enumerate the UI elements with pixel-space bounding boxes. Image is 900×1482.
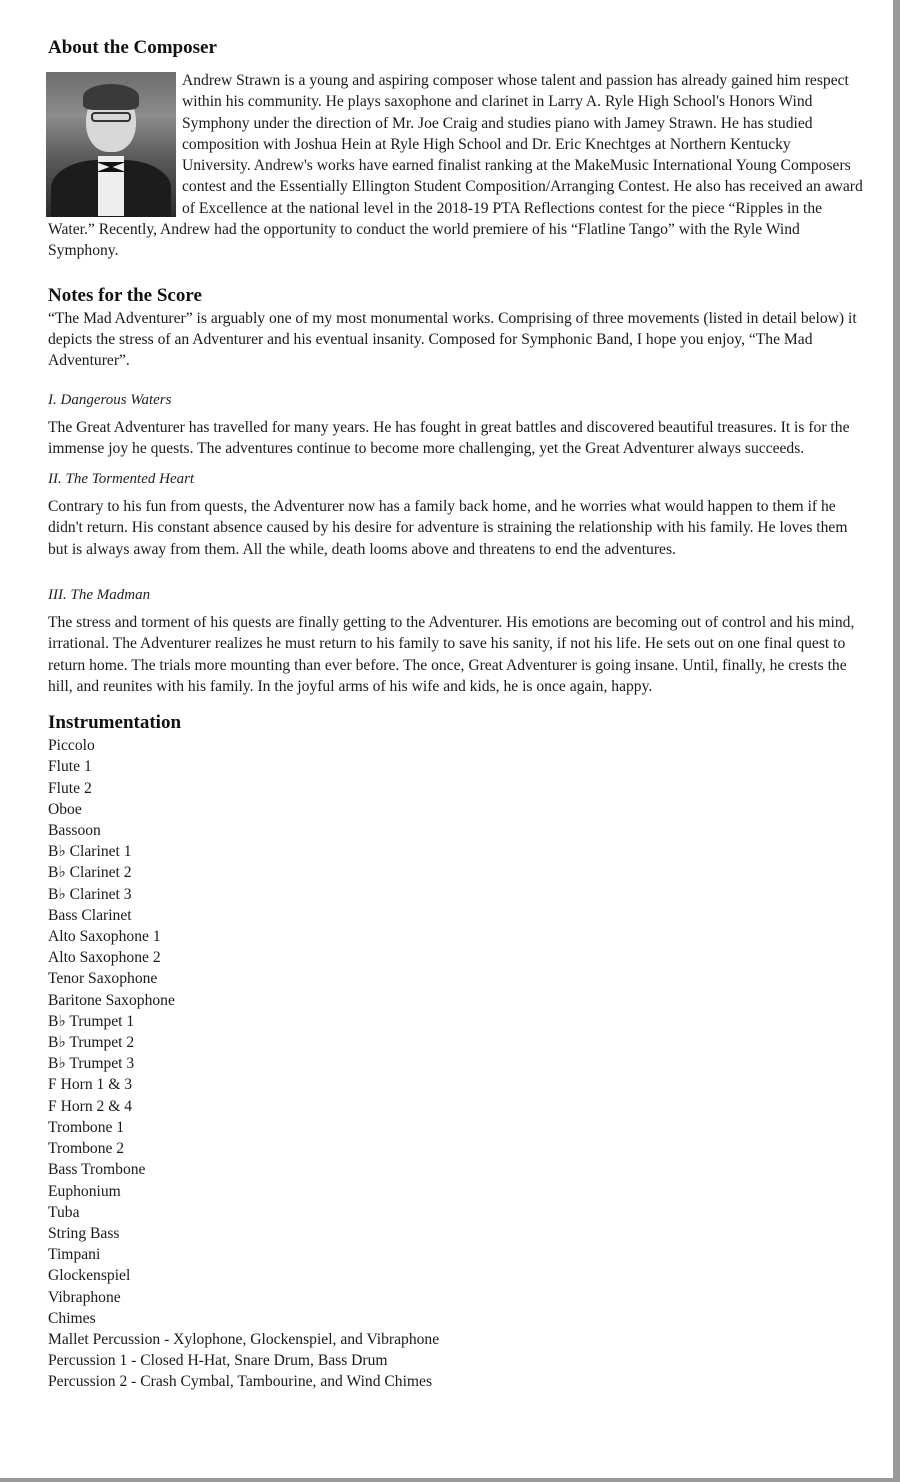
instrument-item: Trombone 2	[48, 1140, 125, 1158]
notes-heading: Notes for the Score	[48, 284, 202, 306]
movement-3-text: The stress and torment of his quests are finally getting to the Adventurer. His emotions are becoming out of control and his mind, irrational. The Adventurer realizes he must return to his family to save his sanity, if not his life. He sets out on one final quest to return home. The trials more mounting than ever before. The once, Great Adventurer is going insane. Until, finally, he crests the hill, and reunites with his family. In the joyful arms of his wife and kids, he is once again, happy.	[48, 614, 855, 695]
instrument-item: Timpani	[48, 1246, 101, 1264]
about-heading: About the Composer	[48, 37, 217, 58]
page-content	[48, 36, 863, 1393]
notes-intro: “The Mad Adventurer” is arguably one of my most monumental works. Comprising of three movements (listed in detail below) it depicts the stress of an Adventurer and his eventual insanity. Composed for Symphonic Band, I hope you enjoy, “The Mad Adventurer”.	[48, 309, 857, 370]
instrument-item: B♭ Trumpet 2	[48, 1034, 135, 1052]
page-edge-right	[893, 0, 900, 1482]
instrument-list	[48, 735, 863, 1392]
instrument-item: Vibraphone	[48, 1288, 121, 1306]
movement-3-title: III. The Madman	[48, 587, 151, 604]
movement-2-text: Contrary to his fun from quests, the Adventurer now has a family back home, and he worries what would happen to them if he didn't return. His constant absence caused by his desire for adventure is straining the relationship with his family. He loves them but is always away from them. All the while, death looms above and threatens to end the adventures.	[48, 498, 848, 558]
instrument-item: Percussion 1 - Closed H-Hat, Snare Drum, Bass Drum	[48, 1352, 388, 1370]
instrument-item: Mallet Percussion - Xylophone, Glockenspiel, and Vibraphone	[48, 1330, 440, 1348]
movement-1-text: The Great Adventurer has travelled for many years. He has fought in great battles and discovered beautiful treasures. It is for the immense joy he quests. The adventures continue to become more challenging, yet the Great Adventurer always succeeds.	[48, 418, 850, 457]
instrument-item: F Horn 2 & 4	[48, 1097, 133, 1115]
instrumentation-section	[48, 711, 863, 1392]
movement-1-title: I. Dangerous Waters	[48, 391, 172, 408]
instrument-item: B♭ Trumpet 3	[48, 1055, 135, 1073]
instrument-item: Glockenspiel	[48, 1267, 131, 1285]
instrument-item: Alto Saxophone 2	[48, 949, 161, 967]
notes-section	[48, 284, 863, 698]
instrument-item: Alto Saxophone 1	[48, 928, 161, 946]
instrument-item: Tuba	[48, 1203, 80, 1221]
instrument-item: Percussion 2 - Crash Cymbal, Tambourine, and Wind Chimes	[48, 1373, 433, 1391]
instrument-item: B♭ Clarinet 2	[48, 864, 132, 882]
instrument-item: Chimes	[48, 1309, 96, 1327]
instrumentation-heading: Instrumentation	[48, 712, 182, 734]
instrument-item: Flute 1	[48, 758, 92, 776]
instrument-item: Flute 2	[48, 779, 92, 797]
instrument-item: Trombone 1	[48, 1118, 125, 1136]
composer-bio	[48, 70, 863, 262]
instrument-item: Piccolo	[48, 737, 95, 755]
instrument-item: String Bass	[48, 1224, 120, 1242]
instrument-item: Bass Clarinet	[48, 906, 132, 924]
page-edge-bottom	[0, 1478, 900, 1482]
instrument-item: Bass Trombone	[48, 1161, 146, 1179]
instrument-item: F Horn 1 & 3	[48, 1076, 133, 1094]
instrument-item: Bassoon	[48, 822, 101, 840]
instrument-item: B♭ Clarinet 3	[48, 885, 132, 903]
instrument-item: B♭ Trumpet 1	[48, 1012, 135, 1030]
instrument-item: Oboe	[48, 800, 82, 818]
composer-photo	[46, 72, 176, 217]
instrument-item: B♭ Clarinet 1	[48, 843, 132, 861]
instrument-item: Euphonium	[48, 1182, 121, 1200]
bio-text: Andrew Strawn is a young and aspiring composer whose talent and passion has already gained him respect within his community. He plays saxophone and clarinet in Larry A. Ryle High School's Honors Wind Symphony under the direction of Mr. Joe Craig and studies piano with Jamey Strawn. He has studied composition with Joshua Hein at Ryle High School and Dr. Eric Knechtges at Northern Kentucky University. Andrew's works have earned finalist ranking at the MakeMusic International Young Composers contest and the Essentially Ellington Student Composition/Arranging Contest. He also has received an award of Excellence at the national level in the 2018-19 PTA Reflections contest for the piece “Ripples in the Water.” Recently, Andrew had the opportunity to conduct the world premiere of his “Flatline Tango” with the Ryle Wind Symphony.	[48, 72, 863, 260]
instrument-item: Tenor Saxophone	[48, 970, 158, 988]
movement-2-title: II. The Tormented Heart	[48, 471, 195, 488]
instrument-item: Baritone Saxophone	[48, 991, 175, 1009]
